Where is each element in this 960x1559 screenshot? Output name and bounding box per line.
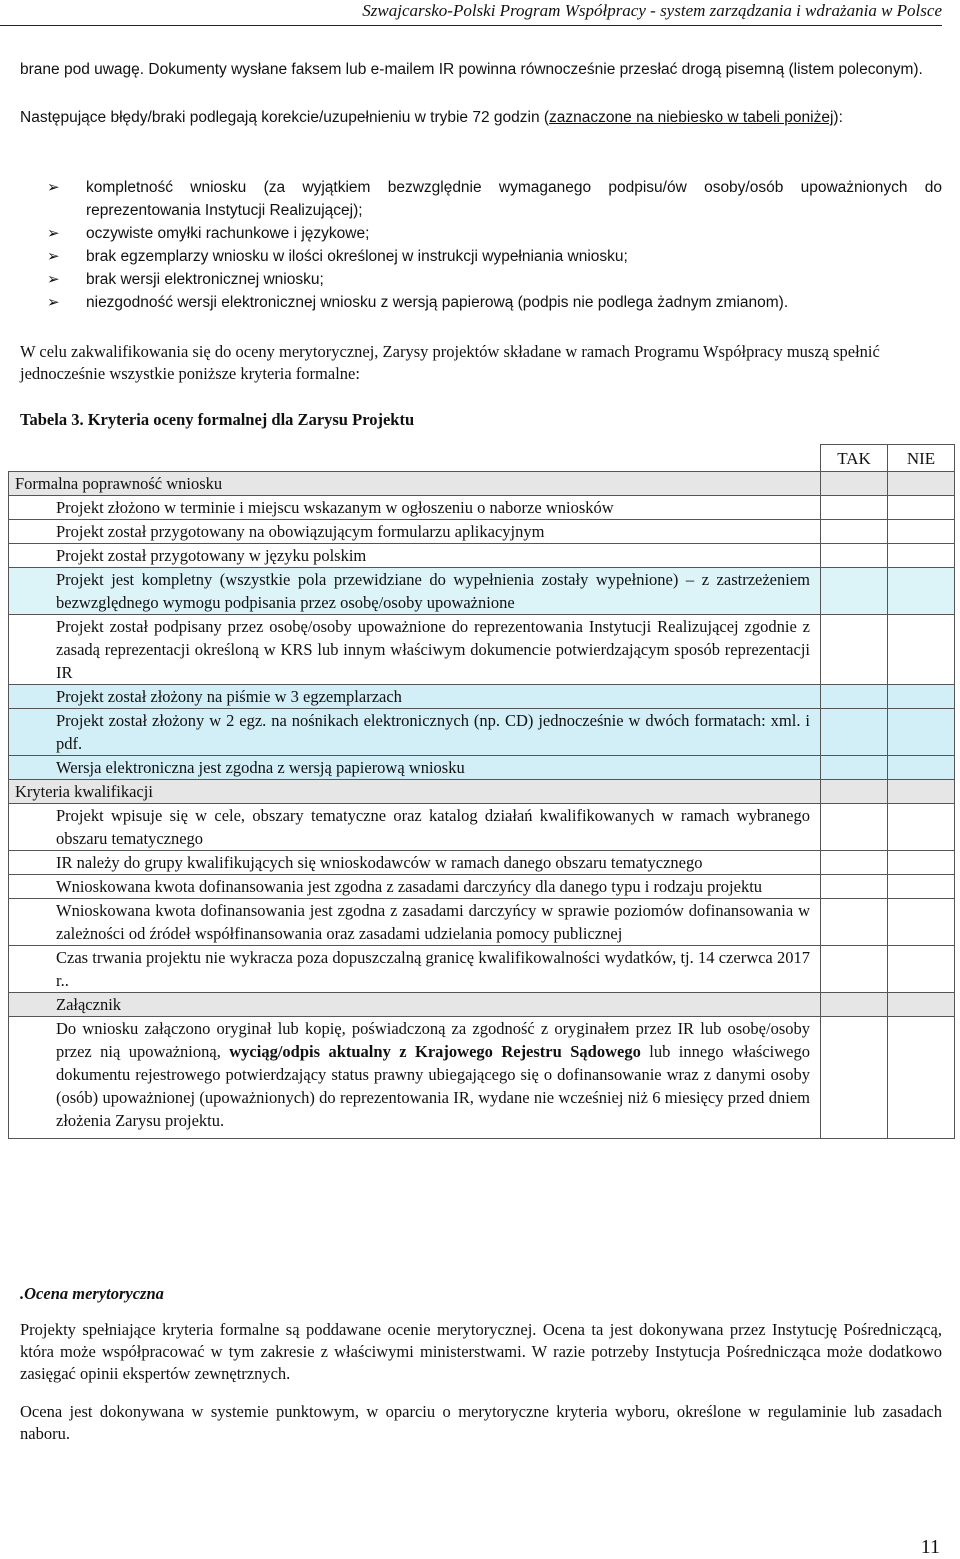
- section-row: [9, 472, 955, 496]
- table-row: [9, 544, 955, 568]
- criteria-table: [8, 444, 955, 1139]
- intro-paragraph-1: brane pod uwagę. Dokumenty wysłane faksem lub e-mailem IR powinna równocześnie przesłać drogą pisemną (listem poleconym).: [20, 61, 923, 78]
- tak-cell: [821, 709, 888, 756]
- criterion-text: Wersja elektroniczna jest zgodna z wersją papierową wniosku: [9, 756, 821, 780]
- tak-cell: [821, 496, 888, 520]
- table-header-row: [9, 445, 955, 472]
- arrow-bullet-icon: ➢: [47, 271, 60, 288]
- list-item: [20, 245, 942, 268]
- nie-cell: [888, 899, 955, 946]
- tak-cell: [821, 756, 888, 780]
- criterion-text: Projekt został przygotowany w języku polskim: [9, 544, 821, 568]
- nie-cell: [888, 544, 955, 568]
- criterion-text: Projekt złożono w terminie i miejscu wskazanym w ogłoszeniu o naborze wniosków: [9, 496, 821, 520]
- tak-cell: [821, 472, 888, 496]
- nie-cell: [888, 875, 955, 899]
- running-header: Szwajcarsko-Polski Program Współpracy - system zarządzania i wdrażania w Polsce: [0, 0, 942, 26]
- list-item: [20, 291, 942, 314]
- nie-cell: [888, 568, 955, 615]
- table-row: [9, 496, 955, 520]
- criterion-text: Projekt wpisuje się w cele, obszary tematyczne oraz katalog działań kwalifikowanych w ramach wybranego obszaru tematycznego: [9, 804, 821, 851]
- table-row-highlighted: [9, 756, 955, 780]
- tak-cell: [821, 615, 888, 685]
- intro-p2-after: ):: [833, 109, 843, 126]
- nie-cell: [888, 709, 955, 756]
- tak-cell: [821, 993, 888, 1017]
- section-row: [9, 993, 955, 1017]
- criterion-text: Projekt jest kompletny (wszystkie pola przewidziane do wypełnienia zostały wypełnione) – z zastrzeżeniem bezwzględnego wymogu podpisania przez osobę/osoby upoważnione: [9, 568, 821, 615]
- merit-paragraph-2: Ocena jest dokonywana w systemie punktowym, w oparciu o merytoryczne kryteria wyboru, określone w regulaminie lub zasadach naboru.: [20, 1402, 942, 1443]
- tak-cell: [821, 520, 888, 544]
- intro-paragraph-2: [20, 107, 942, 129]
- attachment-criterion: [9, 1017, 821, 1139]
- list-item-text: brak egzemplarzy wniosku w ilości określonej w instrukcji wypełniania wniosku;: [86, 248, 628, 265]
- table-title: Tabela 3. Kryteria oceny formalnej dla Zarysu Projektu: [20, 410, 415, 429]
- table-row-highlighted: [9, 709, 955, 756]
- list-item: [20, 268, 942, 291]
- nie-cell: [888, 756, 955, 780]
- section-qualification: Kryteria kwalifikacji: [9, 780, 821, 804]
- criterion-text: Czas trwania projektu nie wykracza poza dopuszczalną granicę kwalifikowalności wydatków, tj. 14 czerwca 2017 r..: [9, 946, 821, 993]
- table-row: [9, 875, 955, 899]
- tak-cell: [821, 946, 888, 993]
- tak-cell: [821, 899, 888, 946]
- tak-cell: [821, 780, 888, 804]
- tak-cell: [821, 875, 888, 899]
- arrow-bullet-icon: ➢: [47, 294, 60, 311]
- tak-cell: [821, 685, 888, 709]
- merit-paragraph-1: Projekty spełniające kryteria formalne są poddawane ocenie merytorycznej. Ocena ta jest dokonywana przez Instytucję Pośredniczącą, która może współpracować w tym zakresie z właściwymi ministerstwami. W razie potrzeby Instytucja Pośrednicząca może dodatkowo zasięgać opinii ekspertów zewnętrznych.: [20, 1320, 942, 1383]
- table-row-highlighted: [9, 568, 955, 615]
- intro-p2-before: Następujące błędy/braki podlegają korekcie/uzupełnieniu w trybie 72 godzin (: [20, 109, 550, 126]
- correction-list: [20, 176, 942, 314]
- criterion-text: Wnioskowana kwota dofinansowania jest zgodna z zasadami darczyńcy w sprawie poziomów dofinansowania w zależności od źródeł współfinansowania oraz zasadami udzielania pomocy publicznej: [9, 899, 821, 946]
- tak-cell: [821, 544, 888, 568]
- attachment-text-end: lub innego właściwego dokumentu rejestrowego potwierdzający status prawny ubiegającego się o dofinansowanie wraz z danymi osoby (osób) upoważnionej (upoważnionych) do reprezentowania IR, wydane nie wcześniej niż 6 miesięcy przed dniem złożenia Zarysu projektu.: [56, 1042, 811, 1130]
- table-row: [9, 1017, 955, 1139]
- page-number: 11: [920, 1536, 940, 1558]
- nie-cell: [888, 520, 955, 544]
- table-row: [9, 946, 955, 993]
- list-item: [20, 222, 942, 245]
- section-formal: Formalna poprawność wniosku: [9, 472, 821, 496]
- section-heading-merit: .Ocena merytoryczna: [20, 1284, 164, 1303]
- list-item-text: niezgodność wersji elektronicznej wniosku z wersją papierową (podpis nie podlega żadnym zmianom).: [86, 294, 789, 311]
- attachment-text-start: Do wniosku załączono oryginał lub kopię, poświadczoną za zgodność z oryginałem przez IR lub osobę/osoby przez nią upoważnioną,: [56, 1019, 810, 1061]
- nie-cell: [888, 615, 955, 685]
- table-row: [9, 851, 955, 875]
- list-item: [20, 176, 942, 222]
- nie-cell: [888, 472, 955, 496]
- tak-cell: [821, 568, 888, 615]
- arrow-bullet-icon: ➢: [47, 179, 60, 196]
- criterion-text: Projekt został złożony w 2 egz. na nośnikach elektronicznych (np. CD) jednocześnie w dwóch formatach: xml. i pdf.: [9, 709, 821, 756]
- criterion-text: Projekt został podpisany przez osobę/osoby upoważnione do reprezentowania Instytucji Realizującej zgodnie z zasadą reprezentacji określoną w KRS lub innym właściwym dokumencie potwierdzającym sposób reprezentacji IR: [9, 615, 821, 685]
- nie-cell: [888, 993, 955, 1017]
- nie-cell: [888, 780, 955, 804]
- qualify-paragraph: W celu zakwalifikowania się do oceny merytorycznej, Zarysy projektów składane w ramach Programu Współpracy muszą spełnić jednocześnie wszystkie poniższe kryteria formalne:: [20, 342, 880, 383]
- tak-cell: [821, 1017, 888, 1139]
- section-row: [9, 780, 955, 804]
- nie-cell: [888, 851, 955, 875]
- tak-cell: [821, 851, 888, 875]
- table-row-highlighted: [9, 685, 955, 709]
- table-row: [9, 804, 955, 851]
- table-row: [9, 520, 955, 544]
- nie-cell: [888, 946, 955, 993]
- criterion-text: Projekt został przygotowany na obowiązującym formularzu aplikacyjnym: [9, 520, 821, 544]
- arrow-bullet-icon: ➢: [47, 225, 60, 242]
- column-nie: NIE: [888, 445, 955, 472]
- attachment-label: Załącznik: [9, 993, 821, 1017]
- criterion-text: Projekt został złożony na piśmie w 3 egzemplarzach: [9, 685, 821, 709]
- nie-cell: [888, 804, 955, 851]
- column-tak: TAK: [821, 445, 888, 472]
- nie-cell: [888, 496, 955, 520]
- tak-cell: [821, 804, 888, 851]
- header-blank-cell: [9, 445, 821, 472]
- nie-cell: [888, 1017, 955, 1139]
- table-row: [9, 899, 955, 946]
- criterion-text: IR należy do grupy kwalifikujących się wnioskodawców w ramach danego obszaru tematycznego: [9, 851, 821, 875]
- nie-cell: [888, 685, 955, 709]
- list-item-text: kompletność wniosku (za wyjątkiem bezwzględnie wymaganego podpisu/ów osoby/osób upoważnionych do reprezentowania Instytucji Realizującej);: [86, 179, 942, 219]
- blue-marker-note: zaznaczone na niebiesko w tabeli poniżej: [549, 109, 834, 126]
- criterion-text: Wnioskowana kwota dofinansowania jest zgodna z zasadami darczyńcy dla danego typu i rodzaju projektu: [9, 875, 821, 899]
- attachment-text-bold: wyciąg/odpis aktualny z Krajowego Rejestru Sądowego: [229, 1042, 641, 1061]
- table-row: [9, 615, 955, 685]
- list-item-text: brak wersji elektronicznej wniosku;: [86, 271, 324, 288]
- arrow-bullet-icon: ➢: [47, 248, 60, 265]
- list-item-text: oczywiste omyłki rachunkowe i językowe;: [86, 225, 370, 242]
